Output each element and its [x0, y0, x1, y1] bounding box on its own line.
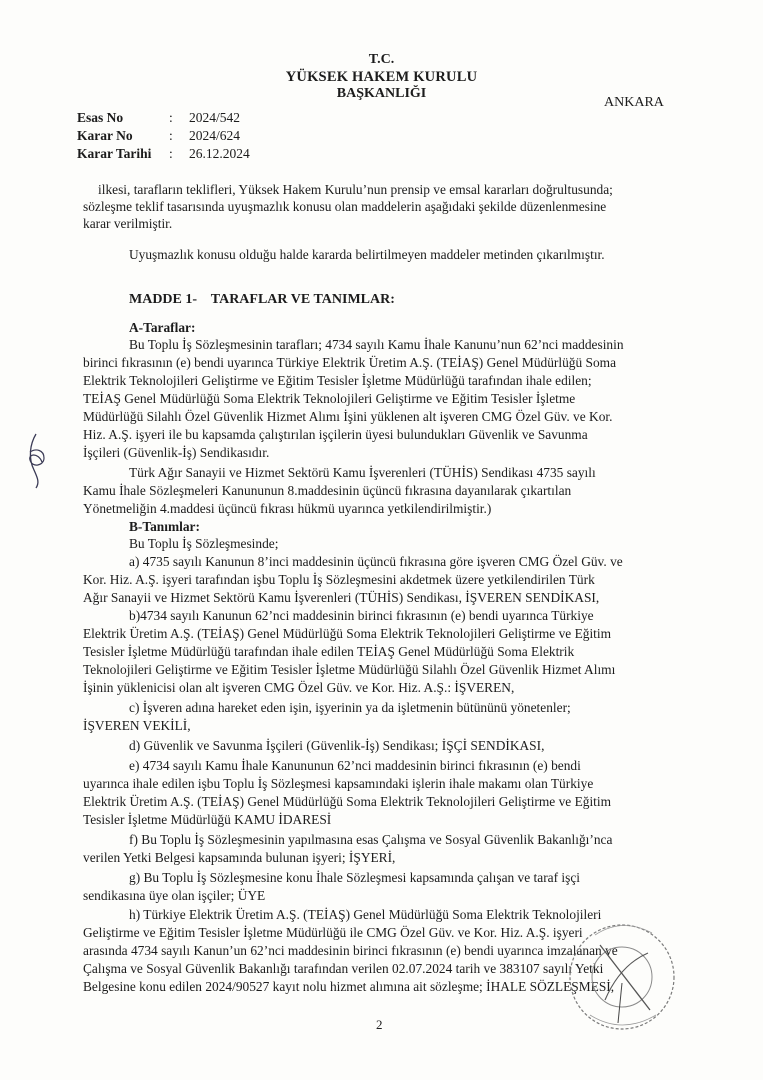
body-line: İŞVEREN VEKİLİ, [83, 718, 191, 733]
handwritten-initials [22, 430, 52, 490]
meta-label: Esas No [77, 110, 124, 125]
body-line: Kor. Hiz. A.Ş. işyeri tarafından işbu Toplu İş Sözleşmesini akdetmek üzere yetkilendirilen Türk [83, 572, 595, 587]
body-line: uyarınca ihale edilen işbu Toplu İş Sözleşmesi kapsamındaki işlerin ihale makamı olan Türkiye [83, 776, 594, 791]
body-line: arasında 4734 sayılı Kanun’un 62’nci maddesinin birinci fıkrasının (e) bendi uyarınca imzalanan ve [83, 943, 618, 958]
meta-karar-no: Karar No : 2024/624 [77, 128, 241, 143]
body-line: e) 4734 sayılı Kamu İhale Kanununun 62’nci maddesinin birinci fıkrasının (e) bendi [129, 758, 581, 773]
section-a-title: A-Taraflar: [129, 320, 196, 335]
madde-title: MADDE 1- TARAFLAR VE TANIMLAR: [129, 292, 395, 307]
body-line: verilen Yetki Belgesi kapsamında bulunan işyeri; İŞYERİ, [83, 850, 396, 865]
body-line: Tesisler İşletme Müdürlüğü KAMU İDARESİ [83, 812, 332, 827]
body-line: TEİAŞ Genel Müdürlüğü Soma Elektrik Teknolojileri Geliştirme ve Eğitim Tesisler İşletme [83, 391, 576, 406]
meta-value: 2024/624 [189, 128, 241, 143]
body-line: Elektrik Teknolojileri Geliştirme ve Eğitim Tesisler İşletme Müdürlüğü tarafından ihale edilen; [83, 373, 592, 388]
page-number: 2 [376, 1017, 383, 1032]
section-b-title: B-Tanımlar: [129, 519, 200, 534]
body-line: Kamu İhale Sözleşmeleri Kanununun 8.maddesinin üçüncü fıkrasına dayanılarak çıkartılan [83, 483, 572, 498]
intro-line: ilkesi, tarafların teklifleri, Yüksek Hakem Kurulu’nun prensip ve emsal kararları doğrultusunda; [98, 182, 613, 197]
body-line: İşinin yüklenicisi olan alt işveren CMG Özel Güv. ve Kor. Hiz. A.Ş.: İŞVEREN, [83, 680, 515, 695]
body-line: h) Türkiye Elektrik Üretim A.Ş. (TEİAŞ) Genel Müdürlüğü Soma Elektrik Teknolojileri [129, 907, 602, 922]
body-line: Teknolojileri Geliştirme ve Eğitim Tesisler İşletme Müdürlüğü Silahlı Özel Güvenlik Hizmet Alımı [83, 662, 616, 677]
meta-karar-tarihi: Karar Tarihi : 26.12.2024 [77, 146, 250, 161]
body-line: g) Bu Toplu İş Sözleşmesine konu İhale Sözleşmesi kapsamında çalışan ve taraf işçi [129, 870, 581, 885]
meta-label: Karar Tarihi [77, 146, 152, 161]
header-tc: T.C. [368, 52, 395, 67]
body-line: İşçileri (Güvenlik-İş) Sendikasıdır. [83, 445, 270, 460]
body-line: Türk Ağır Sanayii ve Hizmet Sektörü Kamu İşverenleri (TÜHİS) Sendikası 4735 sayılı [129, 465, 596, 480]
header-institution: YÜKSEK HAKEM KURULU [285, 69, 478, 85]
body-line: Müdürlüğü Silahlı Özel Güvenlik Hizmet Alımı İşini yüklenen alt işveren CMG Özel Güv. ve Kor. [83, 409, 613, 424]
intro-line: karar verilmiştir. [83, 216, 173, 231]
body-line: c) İşveren adına hareket eden işin, işyerinin ya da işletmenin bütününü yönetenler; [129, 700, 571, 715]
body-line: Belgesine konu edilen 2024/90527 kayıt nolu hizmet alımına ait sözleşme; İHALE SÖZLEŞMESİ, [83, 979, 615, 994]
meta-value: 2024/542 [189, 110, 241, 125]
body-line: a) 4735 sayılı Kanunun 8’inci maddesinin üçüncü fıkrasına göre işveren CMG Özel Güv. ve [129, 554, 623, 569]
meta-value: 26.12.2024 [189, 146, 250, 161]
header-presidency: BAŞKANLIĞI [336, 86, 427, 101]
body-line: Bu Toplu İş Sözleşmesinin tarafları; 4734 sayılı Kamu İhale Kanunu’nun 62’nci maddesinin [129, 337, 624, 352]
body-line: Çalışma ve Sosyal Güvenlik Bakanlığı tarafından verilen 02.07.2024 tarih ve 383107 sayılı Yetki [83, 961, 604, 976]
body-line: d) Güvenlik ve Savunma İşçileri (Güvenlik-İş) Sendikası; İŞÇİ SENDİKASI, [129, 738, 545, 753]
body-line: sendikasına üye olan işçiler; ÜYE [83, 888, 266, 903]
meta-label: Karar No [77, 128, 133, 143]
body-line: f) Bu Toplu İş Sözleşmesinin yapılmasına esas Çalışma ve Sosyal Güvenlik Bakanlığı’nca [129, 832, 613, 847]
note-text: Uyuşmazlık konusu olduğu halde kararda belirtilmeyen maddeler metinden çıkarılmıştır. [129, 247, 605, 262]
body-line: Elektrik Üretim A.Ş. (TEİAŞ) Genel Müdürlüğü Soma Elektrik Teknolojileri Geliştirme ve Eğitim [83, 794, 612, 809]
body-line: Elektrik Üretim A.Ş. (TEİAŞ) Genel Müdürlüğü Soma Elektrik Teknolojileri Geliştirme ve Eğitim [83, 626, 612, 641]
body-line: b)4734 sayılı Kanunun 62’nci maddesinin birinci fıkrasının (e) bendi uyarınca Türkiye [129, 608, 594, 623]
official-stamp [560, 905, 680, 1065]
body-line: birinci fıkrasının (e) bendi uyarınca Türkiye Elektrik Üretim A.Ş. (TEİAŞ) Genel Müdürlüğü Soma [83, 355, 617, 370]
intro-line: sözleşme teklif tasarısında uyuşmazlık konusu olan maddelerin aşağıdaki şekilde düzenlenmesine [83, 199, 607, 214]
body-line: Ağır Sanayii ve Hizmet Sektörü Kamu İşverenleri (TÜHİS) Sendikası, İŞVEREN SENDİKASI, [83, 590, 600, 605]
body-line: Bu Toplu İş Sözleşmesinde; [129, 536, 279, 551]
meta-esas-no: Esas No : 2024/542 [77, 110, 241, 125]
header-city: ANKARA [604, 95, 664, 110]
body-line: Yönetmeliğin 4.maddesi üçüncü fıkrası hükmü uyarınca yetkilendirilmiştir.) [83, 501, 492, 516]
body-line: Hiz. A.Ş. işyeri ile bu kapsamda çalıştırılan işçilerin üyesi bulundukları Güvenlik ve Savunma [83, 427, 588, 442]
body-line: Tesisler İşletme Müdürlüğü tarafından ihale edilen TEİAŞ Genel Müdürlüğü Soma Elektrik [83, 644, 575, 659]
body-line: Geliştirme ve Eğitim Tesisler İşletme Müdürlüğü ile CMG Özel Güv. ve Kor. Hiz. A.Ş. işyeri [83, 925, 583, 940]
